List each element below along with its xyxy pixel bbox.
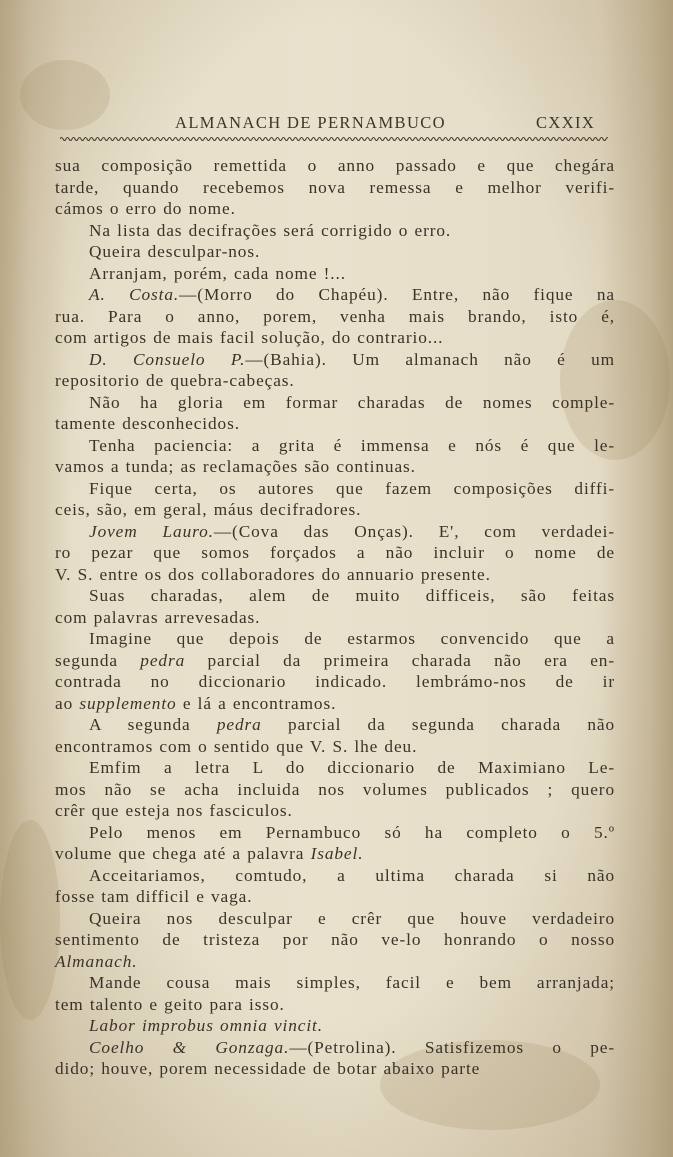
- text-line: cámos o erro do nome.: [55, 199, 236, 218]
- text-line: Coelho & Gonzaga.—(Petrolina). Satisfizemos o pe-: [89, 1037, 615, 1057]
- text-line: volume que chega até a palavra Isabel.: [55, 844, 364, 863]
- text-line: tem talento e geito para isso.: [55, 994, 285, 1014]
- text-line: encontramos com o sentido que V. S. lhe deu.: [55, 736, 418, 756]
- text-line: dido; houve, porem necessidade de botar abaixo parte: [55, 1059, 481, 1078]
- text-line: repositorio de quebra-cabeças.: [55, 371, 295, 390]
- text-line: Suas charadas, alem de muito difficeis, são feitas: [89, 586, 615, 605]
- text-line: crêr que esteja nos fasciculos.: [55, 801, 293, 820]
- text-line: tarde, quando recebemos nova remessa e melhor verifi-: [55, 177, 615, 197]
- text-line: sentimento de tristeza por não ve-lo honrando o nosso: [55, 930, 615, 949]
- header-title: ALMANACH DE PERNAMBUCO: [175, 113, 446, 132]
- running-header: [0, 113, 673, 135]
- text-line: D. Consuelo P.—(Bahia). Um almanach não é um: [89, 349, 615, 369]
- text-line: A segunda pedra parcial da segunda charada não: [89, 715, 615, 734]
- text-line: mos não se acha incluida nos volumes publicados ; quero: [55, 779, 615, 799]
- text-line: Labor improbus omnia vincit.: [89, 1016, 323, 1035]
- paper-stain: [0, 820, 60, 1020]
- text-line: segunda pedra parcial da primeira charada não era en-: [55, 650, 615, 670]
- text-line: rua. Para o anno, porem, venha mais brando, isto é,: [55, 306, 615, 326]
- text-line: Mande cousa mais simples, facil e bem arranjada;: [89, 973, 615, 992]
- text-line: Queira nos desculpar e crêr que houve verdadeiro: [89, 908, 615, 928]
- text-line: Queira desculpar-nos.: [89, 242, 261, 261]
- text-line: Na lista das decifrações será corrigido o erro.: [89, 220, 452, 240]
- text-line: ao supplemento e lá a encontramos.: [55, 693, 337, 713]
- text-line: tamente desconhecidos.: [55, 414, 240, 433]
- text-line: ro pezar que somos forçados a não incluir o nome de: [55, 543, 615, 562]
- text-line: com palavras arrevesadas.: [55, 607, 261, 627]
- text-line: Imagine que depois de estarmos convencido que a: [89, 629, 615, 648]
- text-line: vamos a tunda; as reclamações são continuas.: [55, 457, 416, 476]
- text-line: Acceitariamos, comtudo, a ultima charada si não: [89, 865, 615, 885]
- text-line: Jovem Lauro.—(Cova das Onças). E', com verdadei-: [89, 521, 615, 541]
- text-line: V. S. entre os dos collaboradores do annuario presente.: [55, 564, 491, 584]
- text-line: Não ha gloria em formar charadas de nomes comple-: [89, 392, 615, 412]
- text-line: Arranjam, porém, cada nome !...: [89, 263, 346, 283]
- text-line: com artigos de mais facil solução, do contrario...: [55, 328, 444, 347]
- text-line: fosse tam difficil e vaga.: [55, 887, 253, 906]
- text-line: sua composição remettida o anno passado e que chegára: [55, 156, 615, 175]
- body-text: [55, 155, 615, 1080]
- text-line: Fique certa, os autores que fazem composições diffi-: [89, 478, 615, 498]
- text-line: contrada no diccionario indicado. lembrámo-nos de ir: [55, 672, 615, 691]
- text-line: A. Costa.—(Morro do Chapéu). Entre, não fique na: [89, 285, 616, 304]
- ornamental-rule: [60, 135, 608, 143]
- text-line: Tenha paciencia: a grita é immensa e nós é que le-: [89, 435, 615, 455]
- page-number: CXXIX: [536, 113, 596, 132]
- text-line: Emfim a letra L do diccionario de Maximiano Le-: [89, 758, 615, 777]
- text-line: Pelo menos em Pernambuco só ha completo o 5.º: [89, 822, 615, 842]
- text-line: Almanach.: [55, 951, 138, 971]
- text-line: ceis, são, em geral, máus decifradores.: [55, 500, 362, 519]
